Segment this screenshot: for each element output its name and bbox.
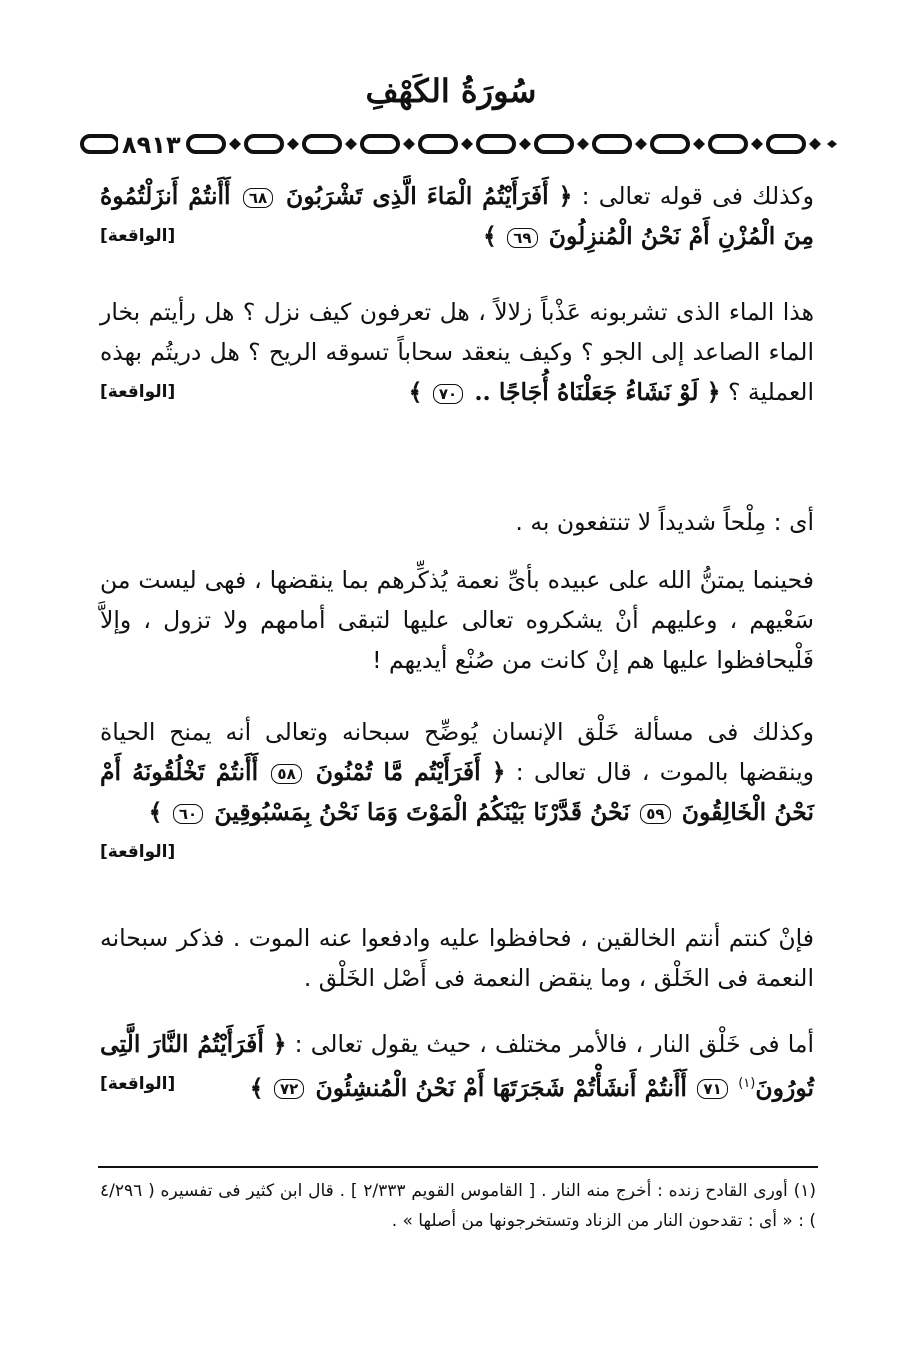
footnote-marker: (١) <box>738 1076 756 1091</box>
paragraph-1 <box>100 176 814 256</box>
paragraph-3 <box>100 502 814 542</box>
ayah-number: ٧١ <box>697 1079 727 1099</box>
quran-verse: أَأَنتُمْ أَنزَلْتُمُوهُ مِنَ الْمُزْنِ أَمْ نَحْنُ الْمُنزِلُونَ <box>100 182 814 250</box>
paragraph-lead: وكذلك فى قوله تعالى : <box>572 182 814 210</box>
paragraph-text: فحينما يمتنُّ الله على عبيده بأىِّ نعمة يُذكِّرهم بما ينقضها ، فهى ليست من سَعْيهم ، وعليهم أنْ يشكروه تعالى عليها لتبقى أمامهم ولا تزول ، وإلاَّ فَلْيحافظوا عليها هم إنْ كانت من صُنْع أيديهم ! <box>100 566 814 674</box>
ayah-number: ٥٩ <box>640 804 670 824</box>
ayah-number: ٧٢ <box>274 1079 304 1099</box>
quran-verse: أَأَنتُمْ أَنشَأْتُمْ شَجَرَتَهَا أَمْ نَحْنُ الْمُنشِئُونَ <box>307 1073 687 1102</box>
surah-title: سُورَةُ الكَهْفِ <box>365 72 537 110</box>
ayah-number: ٥٨ <box>271 764 301 784</box>
verse-close-bracket: ﴾ <box>148 798 163 826</box>
footnote-divider <box>98 1166 818 1168</box>
verse-close-bracket: ﴾ <box>482 222 497 250</box>
verse-close-bracket: ﴾ <box>408 378 423 406</box>
quran-verse: نَحْنُ قَدَّرْنَا بَيْنَكُمُ الْمَوْتَ وَمَا نَحْنُ بِمَسْبُوقِينَ <box>206 798 630 826</box>
paragraph-4 <box>100 560 814 680</box>
ornamental-border <box>80 128 840 162</box>
paragraph-2 <box>100 292 814 412</box>
quran-verse: ﴿ لَوْ نَشَاءُ جَعَلْنَاهُ أُجَاجًا .. <box>466 378 721 406</box>
quran-verse: ﴿ أَفَرَأَيْتُمُ الْمَاءَ الَّذِى تَشْرَبُونَ <box>276 182 573 210</box>
surah-reference: [الواقعة] <box>100 382 176 402</box>
surah-reference: [الواقعة] <box>100 226 176 246</box>
paragraph-text: هذا الماء الذى تشربونه عَذْباً زلالاً ، هل تعرفون كيف نزل ؟ هل رأيتم بخار الماء الصاعد إلى الجو ؟ وكيف ينعقد سحاباً تسوقه الريح ؟ هل دريتُم بهذه العملية ؟ <box>100 298 814 406</box>
paragraph-6 <box>100 918 814 998</box>
ayah-number: ٦٨ <box>243 188 273 208</box>
ayah-number: ٦٩ <box>507 228 537 248</box>
page-number: ٨٩١٣ <box>118 128 185 162</box>
paragraph-text: وكذلك فى مسألة خَلْق الإنسان يُوضِّح سبحانه وتعالى أنه يمنح الحياة وينقضها بالموت ، قال تعالى : <box>100 718 814 786</box>
ayah-number: ٦٠ <box>173 804 203 824</box>
quran-verse: أَأَنتُمْ تَخْلُقُونَهُ أَمْ نَحْنُ الْخَالِقُونَ <box>100 758 814 826</box>
paragraph-text: أى : مِلْحاً شديداً لا تنتفعون به . <box>515 508 814 536</box>
verse-close-bracket: ﴾ <box>249 1073 264 1102</box>
quran-verse: ﴿ أَفَرَأَيْتُم مَّا تُمْنُونَ <box>304 758 506 786</box>
paragraph-7 <box>100 1024 814 1108</box>
footnote: (١) أورى القادح زنده : أخرج منه النار . [ القاموس القويم ٢/٣٣٣ ] . قال ابن كثير فى تفسيره ( ٤/٢٩٦ ) : « أى : تقدحون النار من الزناد وتستخرجونها من أصلها » . <box>100 1181 816 1231</box>
surah-reference: [الواقعة] <box>100 842 176 862</box>
paragraph-text: أما فى خَلْق النار ، فالأمر مختلف ، حيث يقول تعالى : <box>286 1030 814 1058</box>
paragraph-5 <box>100 712 814 872</box>
ayah-number: ٧٠ <box>433 384 463 404</box>
surah-reference: [الواقعة] <box>100 1074 176 1094</box>
paragraph-text: فإنْ كنتم أنتم الخالقين ، فحافظوا عليه وادفعوا عنه الموت . فذكر سبحانه النعمة فى الخَلْق ، وما ينقض النعمة فى أَصْل الخَلْق . <box>100 924 814 992</box>
quran-verse: ﴿ أَفَرَأَيْتُمُ النَّارَ الَّتِى تُورُونَ <box>100 1030 814 1102</box>
